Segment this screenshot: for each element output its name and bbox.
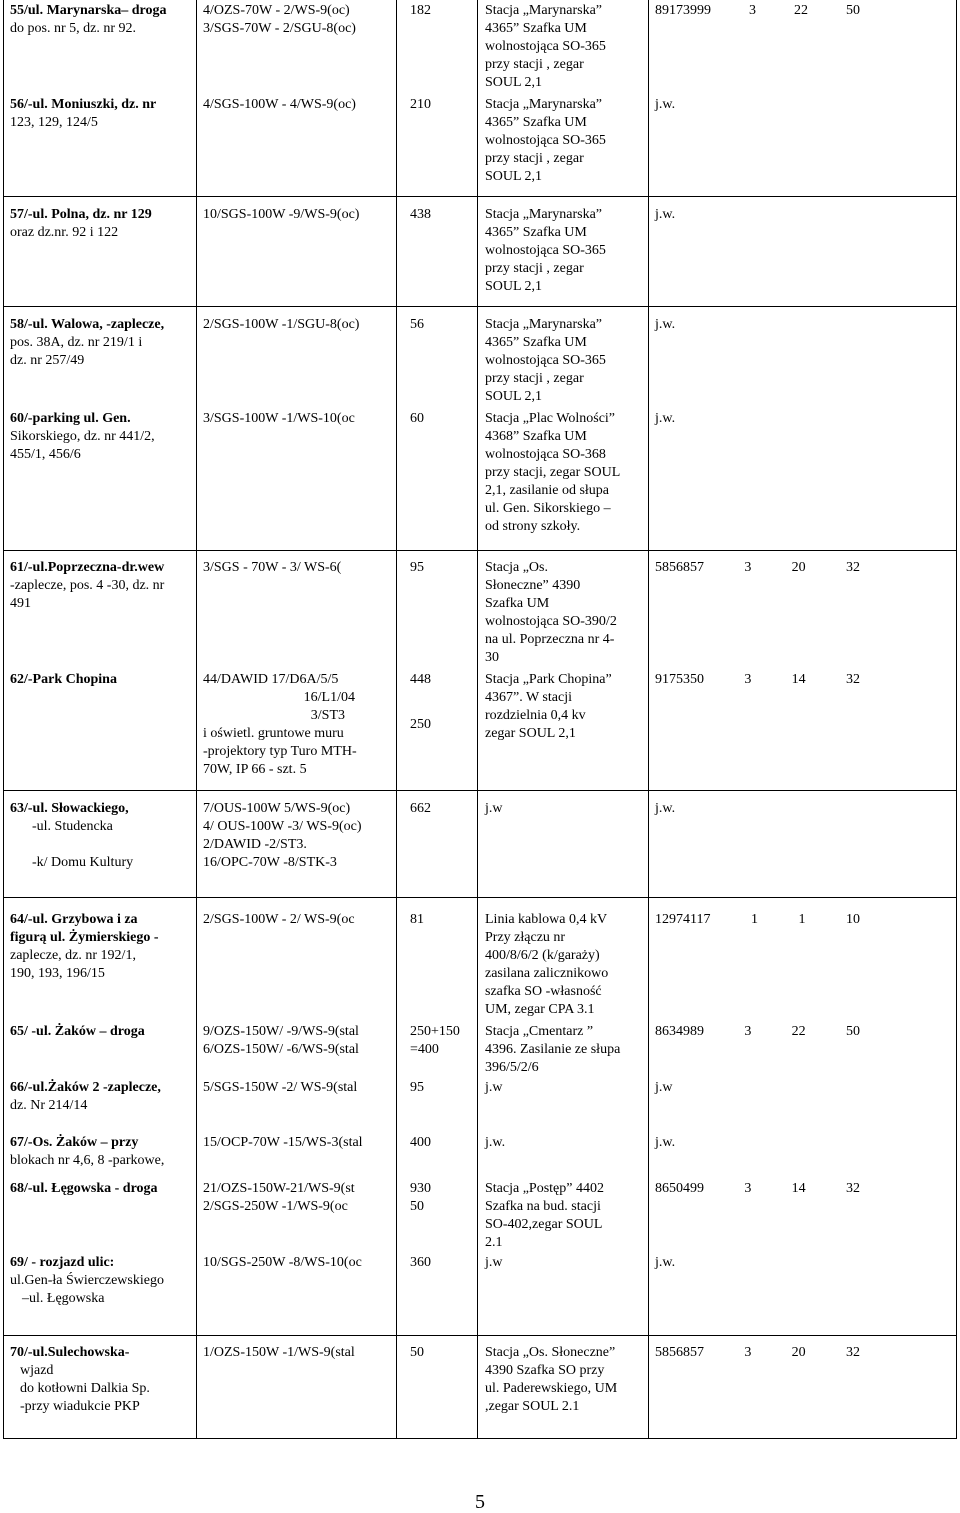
meter-value: 3 [744, 1024, 752, 1039]
src-line: j.w [485, 1255, 503, 1270]
cell-pow-row-65: 250+150 [410, 1024, 460, 1039]
cell-src-row-69 [485, 1254, 642, 1272]
meter-value: 9175350 [655, 672, 704, 687]
loc-line: 69/ - rozjazd ulic: [10, 1255, 115, 1270]
lum-line: 10/SGS-250W -8/WS-10(oc [203, 1255, 362, 1270]
loc-line: 123, 129, 124/5 [10, 115, 98, 130]
cell-loc-row-60 [10, 410, 192, 464]
loc-line: 61/-ul.Poprzeczna-dr.wew [10, 560, 165, 575]
meter-value: j.w. [655, 207, 676, 222]
loc-line: 64/-ul. Grzybowa i za [10, 912, 138, 927]
cell-meter-row-67 [655, 1134, 675, 1152]
src-line: przy stacji , zegar [485, 57, 584, 72]
cell-pow-row-67 [410, 1134, 472, 1152]
loc-line: dz. nr 257/49 [10, 353, 85, 368]
lum-line: 7/OUS-100W 5/WS-9(oc) [203, 801, 351, 816]
cell-loc-row-64 [10, 911, 192, 983]
meter-value: 20 [791, 560, 806, 575]
src-line: SOUL 2,1 [485, 389, 543, 404]
cell-meter-row-57 [655, 206, 675, 224]
row-separator [3, 550, 957, 551]
lum-line: 4/OZS-70W - 2/WS-9(oc) [203, 3, 350, 18]
cell-pow-row-56 [410, 96, 472, 114]
cell-pow-row-66 [410, 1079, 472, 1097]
lum-line: -projektory typ Turo MTH- [203, 744, 357, 759]
lum-line: 2/DAWID -2/ST3. [203, 837, 307, 852]
cell-src-row-64 [485, 911, 642, 1019]
meter-value: 3 [744, 1181, 752, 1196]
lum-line: 15/OCP-70W -15/WS-3(stal [203, 1135, 363, 1150]
loc-line: dz. Nr 214/14 [10, 1098, 88, 1113]
meter-value: 1 [750, 912, 758, 927]
pow-line: 400 [410, 1135, 431, 1150]
loc-line: -zaplecze, pos. 4 -30, dz. nr [10, 578, 165, 593]
src-line: Szafka na bud. stacji [485, 1199, 601, 1214]
src-line: 30 [485, 650, 499, 665]
pow-line: 210 [410, 97, 431, 112]
meter-value: 3 [744, 672, 752, 687]
pow-line: 60 [410, 411, 424, 426]
cell-meter-row-66 [655, 1079, 673, 1097]
lum-line: 2/SGS-100W - 2/ WS-9(oc [203, 912, 355, 927]
row-separator [3, 1335, 957, 1336]
lum-line: 6/OZS-150W/ -6/WS-9(stal [203, 1042, 359, 1057]
table-border-left [3, 0, 4, 1439]
table-divider-3 [477, 0, 478, 1439]
loc-line: do pos. nr 5, dz. nr 92. [10, 21, 136, 36]
cell-src-row-70 [485, 1344, 642, 1416]
cell-src-row-65 [485, 1023, 642, 1077]
src-line: SOUL 2,1 [485, 169, 543, 184]
cell-lum-row-62 [203, 671, 395, 779]
loc-line: 68/-ul. Łęgowska - droga [10, 1181, 158, 1196]
src-line: zegar SOUL 2,1 [485, 726, 576, 741]
src-line: Słoneczne” 4390 [485, 578, 581, 593]
src-line: Stacja „Cmentarz ” [485, 1024, 594, 1039]
loc-line: blokach nr 4,6, 8 -parkowe, [10, 1153, 165, 1168]
src-line: 4365” Szafka UM [485, 115, 587, 130]
cell-meter-row-60 [655, 410, 675, 428]
cell-lum-row-67 [203, 1134, 395, 1152]
cell-pow-row-60 [410, 410, 472, 428]
cell-loc-row-61 [10, 559, 192, 613]
cell-src-row-68 [485, 1180, 642, 1252]
meter-value: 20 [791, 1345, 806, 1360]
src-line: 4365” Szafka UM [485, 335, 587, 350]
lum-line: 21/OZS-150W-21/WS-9(st [203, 1181, 355, 1196]
meter-value: 8650499 [655, 1181, 704, 1196]
cell-src-row-55 [485, 2, 642, 92]
cell-pow-row-55 [410, 2, 472, 20]
src-line: przy stacji , zegar [485, 371, 584, 386]
cell-lum-row-56 [203, 96, 395, 114]
loc-line: -przy wiadukcie PKP [20, 1399, 140, 1414]
meter-value: 3 [749, 3, 756, 18]
table-border-bottom [3, 1438, 957, 1439]
loc-line: figurą ul. Żymierskiego - [10, 930, 159, 945]
src-line: wolnostojąca SO-365 [485, 133, 606, 148]
cell-lum-row-69 [203, 1254, 395, 1272]
src-line: Stacja „Plac Wolności” [485, 411, 616, 426]
cell-meter-row-65 [655, 1023, 860, 1041]
cell-meter-row-68 [655, 1180, 860, 1198]
lum-line: 16/L1/04 [303, 690, 355, 705]
loc-line: do kotłowni Dalkia Sp. [20, 1381, 150, 1396]
loc-line: 66/-ul.Żaków 2 -zaplecze, [10, 1080, 161, 1095]
row-separator [3, 897, 957, 898]
meter-value: 89173999 [655, 3, 711, 18]
cell-pow-row-65: =400 [410, 1042, 439, 1057]
meter-value: j.w. [655, 801, 676, 816]
cell-src-row-61 [485, 559, 642, 667]
cell-loc-row-58 [10, 316, 192, 370]
src-line: Stacja „Os. Słoneczne” [485, 1345, 616, 1360]
cell-src-row-67 [485, 1134, 642, 1152]
cell-pow-row-68: 930 [410, 1181, 431, 1196]
meter-value: 32 [845, 1345, 860, 1360]
loc-line: 63/-ul. Słowackiego, [10, 801, 129, 816]
meter-value: j.w. [655, 411, 676, 426]
cell-meter-row-58 [655, 316, 675, 334]
meter-value: 10 [845, 912, 860, 927]
src-line: przy stacji, zegar SOUL [485, 465, 621, 480]
cell-src-row-58 [485, 316, 642, 406]
lum-line: 4/ OUS-100W -3/ WS-9(oc) [203, 819, 362, 834]
page-number: 5 [475, 1491, 485, 1513]
loc-line: 491 [10, 596, 31, 611]
loc-line: 70/-ul.Sulechowska- [10, 1345, 130, 1360]
cell-lum-row-63 [203, 800, 395, 872]
loc-line: pos. 38A, dz. nr 219/1 i [10, 335, 143, 350]
src-line: Przy złączu nr [485, 930, 566, 945]
meter-value: j.w. [655, 1135, 676, 1150]
src-line: 4365” Szafka UM [485, 225, 587, 240]
row-separator [3, 790, 957, 791]
pow-line: 95 [410, 560, 424, 575]
src-line: Stacja „Marynarska” [485, 207, 602, 222]
lum-line: 1/OZS-150W -1/WS-9(stal [203, 1345, 355, 1360]
lum-line: 10/SGS-100W -9/WS-9(oc) [203, 207, 360, 222]
cell-loc-row-65 [10, 1023, 192, 1041]
meter-value: j.w. [655, 1255, 676, 1270]
cell-lum-row-57 [203, 206, 395, 224]
src-line: 4396. Zasilanie ze słupa [485, 1042, 621, 1057]
lum-line: 2/SGS-250W -1/WS-9(oc [203, 1199, 348, 1214]
loc-line: zaplecze, dz. nr 192/1, [10, 948, 136, 963]
src-line: wolnostojąca SO-365 [485, 353, 606, 368]
src-line: 400/8/6/2 (k/garaży) [485, 948, 600, 963]
src-line: j.w. [485, 1135, 506, 1150]
meter-value: j.w. [655, 317, 676, 332]
lum-line: 4/SGS-100W - 4/WS-9(oc) [203, 97, 356, 112]
cell-lum-row-64 [203, 911, 395, 929]
lum-line: 9/OZS-150W/ -9/WS-9(stal [203, 1024, 359, 1039]
lum-line: 5/SGS-150W -2/ WS-9(stal [203, 1080, 358, 1095]
src-line: ul. Paderewskiego, UM [485, 1381, 618, 1396]
src-line: Stacja „Park Chopina” [485, 672, 612, 687]
cell-pow-row-58 [410, 316, 472, 334]
meter-value: 3 [744, 560, 752, 575]
loc-line: oraz dz.nr. 92 i 122 [10, 225, 119, 240]
src-line: ul. Gen. Sikorskiego – [485, 501, 611, 516]
lum-line: i oświetl. gruntowe muru [203, 726, 344, 741]
lum-line: 16/OPC-70W -8/STK-3 [203, 855, 337, 870]
src-line: Linia kablowa 0,4 kV [485, 912, 608, 927]
cell-src-row-66 [485, 1079, 642, 1097]
cell-pow-row-63 [410, 800, 472, 818]
meter-value: 50 [846, 3, 860, 18]
cell-loc-row-62 [10, 671, 192, 689]
loc-line: 67/-Os. Żaków – przy [10, 1135, 139, 1150]
cell-pow-row-69 [410, 1254, 472, 1272]
lum-line: 3/SGS-70W - 2/SGU-8(oc) [203, 21, 356, 36]
src-line: Stacja „Os. [485, 560, 548, 575]
cell-lum-row-65 [203, 1023, 395, 1059]
pow-line: 438 [410, 207, 431, 222]
src-line: UM, zegar CPA 3.1 [485, 1002, 595, 1017]
loc-line: 60/-parking ul. Gen. [10, 411, 131, 426]
src-line: SO-402,zegar SOUL [485, 1217, 603, 1232]
meter-value: 14 [791, 672, 806, 687]
meter-value: 1 [798, 912, 806, 927]
cell-loc-row-68 [10, 1180, 192, 1198]
meter-value: j.w [655, 1080, 673, 1095]
loc-line: 55/ul. Marynarska– droga [10, 3, 167, 18]
row-separator [3, 306, 957, 307]
lum-line: 70W, IP 66 - szt. 5 [203, 762, 307, 777]
cell-loc-row-63 [10, 800, 192, 872]
cell-loc-row-67 [10, 1134, 192, 1170]
cell-pow-row-64 [410, 911, 472, 929]
cell-lum-row-61 [203, 559, 395, 577]
src-line: przy stacji , zegar [485, 151, 584, 166]
loc-line: 56/-ul. Moniuszki, dz. nr [10, 97, 157, 112]
cell-meter-row-70 [655, 1344, 860, 1362]
cell-loc-row-70 [10, 1344, 192, 1416]
meter-value: 32 [845, 672, 860, 687]
src-line: SOUL 2,1 [485, 75, 543, 90]
pow-line: 182 [410, 3, 431, 18]
meter-value: 50 [845, 1024, 860, 1039]
src-line: wolnostojąca SO-365 [485, 243, 606, 258]
cell-lum-row-66 [203, 1079, 395, 1097]
meter-value: j.w. [655, 97, 676, 112]
meter-value: 14 [791, 1181, 806, 1196]
cell-meter-row-56 [655, 96, 675, 114]
src-line: przy stacji , zegar [485, 261, 584, 276]
cell-pow-row-57 [410, 206, 472, 224]
meter-value: 32 [845, 1181, 860, 1196]
loc-line: 62/-Park Chopina [10, 672, 117, 687]
src-line: wolnostojąca SO-390/2 [485, 614, 617, 629]
cell-meter-row-64 [655, 911, 860, 929]
meter-value: 5856857 [655, 1345, 704, 1360]
loc-line: –ul. Łęgowska [22, 1291, 105, 1306]
loc-line: -k/ Domu Kultury [32, 855, 134, 870]
loc-line: Sikorskiego, dz. nr 441/2, [10, 429, 155, 444]
src-line: 4367”. W stacji [485, 690, 572, 705]
meter-value: 32 [845, 560, 860, 575]
pow-line: 662 [410, 801, 431, 816]
loc-line: 455/1, 456/6 [10, 447, 81, 462]
meter-value: 3 [744, 1345, 752, 1360]
cell-loc-row-56 [10, 96, 192, 132]
meter-value: 22 [791, 1024, 806, 1039]
pow-line: 95 [410, 1080, 424, 1095]
src-line: 2,1, zasilanie od słupa [485, 483, 610, 498]
cell-loc-row-69 [10, 1254, 192, 1308]
lum-line: 2/SGS-100W -1/SGU-8(oc) [203, 317, 360, 332]
src-line: wolnostojąca SO-368 [485, 447, 606, 462]
src-line: szafka SO -własność [485, 984, 602, 999]
src-line: 4365” Szafka UM [485, 21, 587, 36]
cell-src-row-57 [485, 206, 642, 296]
meter-value: 5856857 [655, 560, 704, 575]
cell-loc-row-66 [10, 1079, 192, 1115]
cell-meter-row-62 [655, 671, 860, 689]
row-separator [3, 196, 957, 197]
src-line: 4390 Szafka SO przy [485, 1363, 605, 1378]
src-line: 4368” Szafka UM [485, 429, 587, 444]
cell-src-row-63 [485, 800, 642, 818]
src-line: Stacja „Marynarska” [485, 3, 602, 18]
loc-line: wjazd [20, 1363, 54, 1378]
src-line: wolnostojąca SO-365 [485, 39, 606, 54]
cell-pow-row-61 [410, 559, 472, 577]
cell-meter-row-69 [655, 1254, 675, 1272]
loc-line: ul.Gen-ła Świerczewskiego [10, 1273, 164, 1288]
pow-line: 50 [410, 1345, 424, 1360]
cell-lum-row-58 [203, 316, 395, 334]
meter-value: 12974117 [655, 912, 711, 927]
cell-lum-row-68 [203, 1180, 395, 1216]
table-divider-4 [648, 0, 649, 1439]
meter-value: 8634989 [655, 1024, 704, 1039]
src-line: 396/5/2/6 [485, 1060, 539, 1075]
src-line: od strony szkoły. [485, 519, 581, 534]
lum-line: 44/DAWID 17/D6A/5/5 [203, 672, 339, 687]
lum-line: 3/SGS-100W -1/WS-10(oc [203, 411, 355, 426]
src-line: Stacja „Marynarska” [485, 317, 602, 332]
cell-loc-row-57 [10, 206, 192, 242]
lum-line: 3/ST3 [310, 708, 345, 723]
cell-pow-row-68: 50 [410, 1199, 424, 1214]
loc-line: 57/-ul. Polna, dz. nr 129 [10, 207, 152, 222]
src-line: rozdzielnia 0,4 kv [485, 708, 586, 723]
pow-line: 360 [410, 1255, 431, 1270]
cell-pow-row-62: 448 [410, 672, 431, 687]
src-line: na ul. Poprzeczna nr 4- [485, 632, 615, 647]
pow-line: 56 [410, 317, 424, 332]
src-line: ,zegar SOUL 2.1 [485, 1399, 580, 1414]
meter-value: 22 [794, 3, 808, 18]
table-border-right [956, 0, 957, 1439]
table-divider-1 [196, 0, 197, 1439]
cell-src-row-62 [485, 671, 642, 743]
src-line: Stacja „Marynarska” [485, 97, 602, 112]
cell-src-row-60 [485, 410, 642, 536]
loc-line: 58/-ul. Walowa, -zaplecze, [10, 317, 165, 332]
cell-pow-row-62: 250 [410, 717, 431, 732]
loc-line: 65/ -ul. Żaków – droga [10, 1024, 145, 1039]
cell-meter-row-61 [655, 559, 860, 577]
src-line: j.w [485, 801, 503, 816]
src-line: Szafka UM [485, 596, 550, 611]
src-line: 2.1 [485, 1235, 503, 1250]
table-divider-2 [396, 0, 397, 1439]
cell-loc-row-55 [10, 2, 192, 38]
src-line: Stacja „Postęp” 4402 [485, 1181, 604, 1196]
src-line: j.w [485, 1080, 503, 1095]
lum-line: 3/SGS - 70W - 3/ WS-6( [203, 560, 342, 575]
cell-meter-row-63 [655, 800, 675, 818]
loc-line: -ul. Studencka [32, 819, 113, 834]
cell-src-row-56 [485, 96, 642, 186]
cell-lum-row-60 [203, 410, 395, 428]
cell-lum-row-70 [203, 1344, 395, 1362]
src-line: zasilana zalicznikowo [485, 966, 609, 981]
src-line: SOUL 2,1 [485, 279, 543, 294]
cell-meter-row-55 [655, 2, 860, 20]
cell-pow-row-70 [410, 1344, 472, 1362]
cell-lum-row-55 [203, 2, 395, 38]
pow-line: 81 [410, 912, 424, 927]
loc-line: 190, 193, 196/15 [10, 966, 105, 981]
